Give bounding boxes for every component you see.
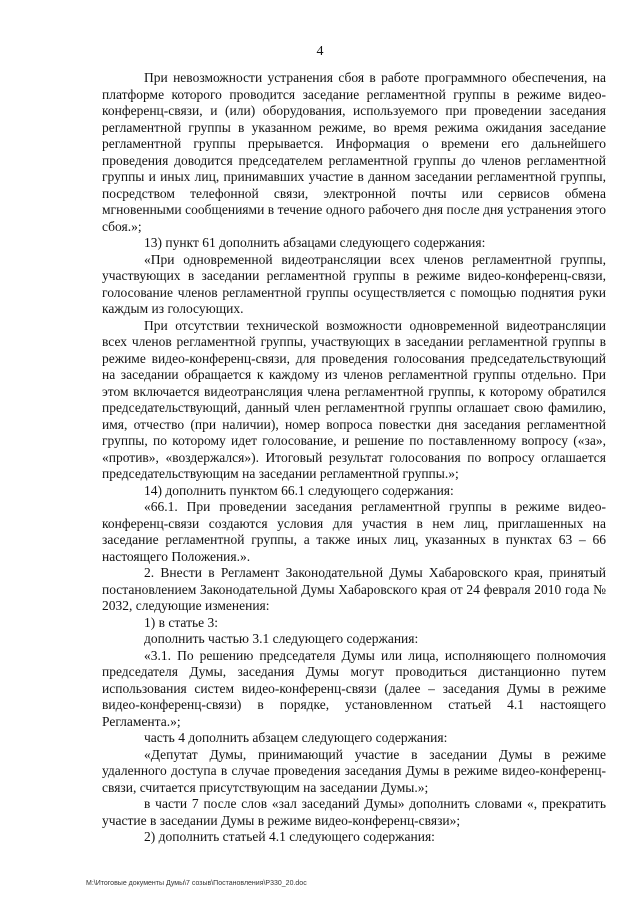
- document-body: [102, 70, 606, 846]
- paragraph: «При одновременной видеотрансляции всех членов регламентной группы, участвующих в заседании регламентной группы в режиме видео-конференц-связи, голосование членов регламентной группы осуществляется с помощью поднятия руки каждым из голосующих.: [102, 251, 606, 316]
- paragraph: При невозможности устранения сбоя в работе программного обеспечения, на платформе которого проводится заседание регламентной группы в режиме видео-конференц-связи, и (или) оборудования, используемого при проведении заседания регламентной группы в указанном режиме, во время режима ожидания заседание регламентной группы прерывается. Информация о времени его дальнейшего проведения доводится председателем регламентной группы до членов регламентной группы и иных лиц, принимавших участие в данном заседании регламентной группы, посредством телефонной связи, электронной почты или сервисов обмена мгновенными сообщениями в течение одного рабочего дня после дня устранения этого сбоя.»;: [102, 70, 606, 234]
- paragraph: При отсутствии технической возможности одновременной видеотрансляции всех членов регламентной группы, участвующих в заседании регламентной группы в режиме видео-конференц-связи, для проведения голосования председательствующий на заседании обращается к каждому из членов регламентной группы отдельно. При этом включается видеотрансляция члена регламентной группы, к которому обратился председательствующий, данный член регламентной группы оглашает свою фамилию, имя, отчество (при наличии), номер вопроса повестки дня заседания регламентной группы, по которому идет голосование, и решение по поставленному вопросу («за», «против», «воздержался»). Итоговый результат голосования по вопросу оглашается председательствующим на заседании регламентной группы.»;: [102, 317, 606, 481]
- paragraph: 1) в статье 3:: [144, 614, 218, 630]
- paragraph: 2) дополнить статьей 4.1 следующего содержания:: [144, 829, 435, 844]
- paragraph: часть 4 дополнить абзацем следующего содержания:: [144, 730, 448, 745]
- paragraph: в части 7 после слов «зал заседаний Думы» дополнить словами «, прекратить участие в заседании Думы в режиме видео-конференц-связи»;: [102, 796, 606, 828]
- page-number: 4: [316, 44, 324, 59]
- paragraph: 2. Внести в Регламент Законодательной Думы Хабаровского края, принятый постановлением Законодательной Думы Хабаровского края от 24 февраля 2010 года № 2032, следующие изменения:: [102, 565, 606, 613]
- paragraph: «66.1. При проведении заседания регламентной группы в режиме видео-конференц-связи создаются условия для участия в нем лиц, приглашенных на заседание регламентной группы, а также иных лиц, указанных в пунктах 63 – 66 настоящего Положения.».: [102, 499, 606, 564]
- paragraph: «Депутат Думы, принимающий участие в заседании Думы в режиме удаленного доступа в случае проведения заседания Думы в режиме видео-конференц-связи, считается присутствующим на заседании Думы.»;: [102, 746, 606, 795]
- paragraph: 14) дополнить пунктом 66.1 следующего содержания:: [144, 482, 454, 498]
- paragraph: дополнить частью 3.1 следующего содержания:: [144, 631, 419, 646]
- footer-file-path: M:\Итоговые документы Думы\7 созыв\Постановления\P330_20.doc: [86, 880, 307, 887]
- paragraph: 13) пункт 61 дополнить абзацами следующего содержания:: [144, 235, 486, 250]
- paragraph: «3.1. По решению председателя Думы или лица, исполняющего полномочия председателя Думы, заседания Думы могут проводиться дистанционно путем использования систем видео-конференц-связи (далее – заседания Думы в режиме видео-конференц-связи) в порядке, установленном статьей 4.1 настоящего Регламента.»;: [102, 647, 606, 729]
